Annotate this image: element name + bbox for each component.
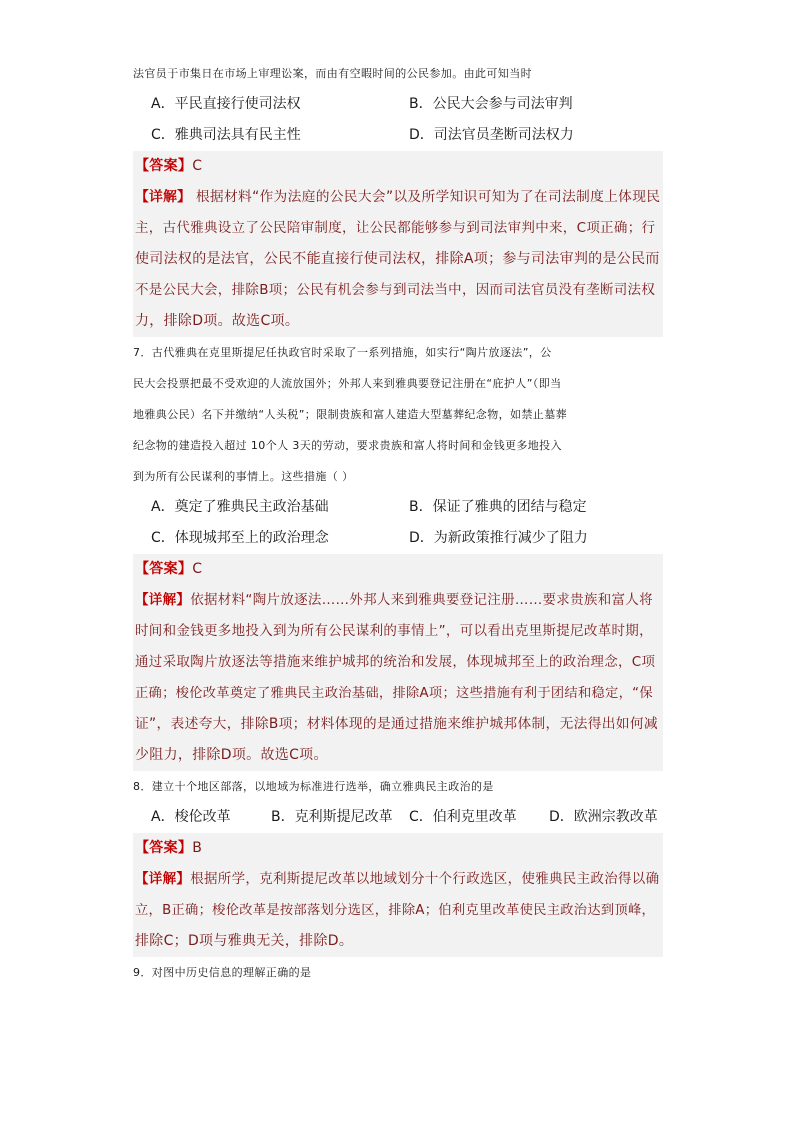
q7-detail-text-1: 依据材料“陶片放逐法……外邦人来到雅典要登记注册……要求贵族和富人将 — [190, 592, 653, 608]
q8-detail-line-1 — [135, 864, 661, 895]
q7-detail-tag: 【详解】 — [135, 592, 191, 608]
q6-answer-value: C — [192, 158, 203, 174]
q8-detail-text-1: 根据所学，克利斯提尼改革以地域划分十个行政选区，使雅典民主政治得以确 — [190, 871, 660, 887]
q8-answer-value: B — [192, 840, 203, 856]
q6-options-row-2 — [133, 120, 663, 151]
q7-stem-line-3: 地雅典公民）名下并缴纳“人头税”；限制贵族和富人建造大型墓葬纪念物，如禁止墓葬 — [133, 408, 567, 421]
q8-answer-tag: 【答案】 — [135, 840, 193, 856]
q8-option-c: C．伯利克里改革 — [409, 809, 517, 825]
q8-option-a: A．梭伦改革 — [151, 809, 231, 825]
q6-detail-text-1: 根据材料“作为法庭的公民大会”以及所学知识可知为了在司法制度上体现民 — [191, 189, 661, 205]
q8-options-row — [133, 802, 663, 833]
q6-detail-line-4: 不是公民大会，排除B项；公民有机会参与到司法当中，因而司法官员没有垄断司法权 — [135, 282, 656, 298]
q6-option-d: D．司法官员垄断司法权力 — [409, 127, 574, 143]
q7-detail-line-4: 正确；梭伦改革奠定了雅典民主政治基础，排除A项；这些措施有利于团结和稳定，“保 — [135, 686, 653, 701]
document-page — [133, 58, 663, 988]
q7-detail-line-3: 通过采取陶片放逐法等措施来维护城邦的统治和发展，体现城邦至上的政治理念，C项 — [135, 654, 656, 670]
q6-option-b: B．公民大会参与司法审判 — [409, 96, 573, 112]
q7-detail-line-6: 少阻力，排除D项。故选C项。 — [135, 747, 328, 763]
q6-detail-line-2: 主，古代雅典设立了公民陪审制度，让公民都能够参与到司法审判中来，C项正确；行 — [135, 220, 656, 236]
q6-detail-line-3: 使司法权的是法官，公民不能直接行使司法权，排除A项；参与司法审判的是公民而 — [135, 251, 660, 267]
q7-detail-line-1 — [135, 585, 661, 616]
q7-option-a: A．奠定了雅典民主政治基础 — [151, 499, 329, 515]
q7-answer-line — [135, 554, 661, 585]
q7-option-c: C．体现城邦至上的政治理念 — [151, 530, 329, 546]
q6-option-c: C．雅典司法具有民主性 — [151, 127, 301, 143]
q6-detail-line-5: 力，排除D项。故选C项。 — [135, 313, 300, 329]
q8-answer-block — [133, 833, 663, 957]
q6-detail-line-1 — [135, 182, 661, 213]
q7-stem-line-2: 民大会投票把最不受欢迎的人流放国外；外邦人来到雅典要登记注册在“庇护人”（即当 — [133, 377, 562, 390]
q7-options-row-1 — [133, 492, 663, 523]
q6-answer-tag: 【答案】 — [135, 158, 193, 174]
q7-stem-line-4: 纪念物的建造投入超过 10个人 3天的劳动，要求贵族和富人将时间和金钱更多地投入 — [133, 439, 562, 452]
q8-stem: 8．建立十个地区部落，以地域为标准进行选举，确立雅典民主政治的是 — [133, 780, 494, 793]
q7-option-b: B．保证了雅典的团结与稳定 — [409, 499, 587, 515]
q8-option-b: B．克利斯提尼改革 — [271, 809, 393, 825]
q7-answer-tag: 【答案】 — [135, 561, 193, 577]
q6-stem-tail: 法官员于市集日在市场上审理讼案，而由有空暇时间的公民参加。由此可知当时 — [133, 67, 532, 80]
q7-detail-line-2: 时间和金钱更多地投入到为所有公民谋利的事情上”，可以看出克里斯提尼改革时期， — [135, 623, 653, 639]
q8-detail-tag: 【详解】 — [135, 871, 191, 887]
q7-answer-block — [133, 554, 663, 771]
q6-options-row-1 — [133, 89, 663, 120]
q7-stem-line-5: 到为所有公民谋利的事情上。这些措施（ ） — [133, 470, 354, 483]
q7-detail-line-5: 证”，表述夸大，排除B项；材料体现的是通过措施来维护城邦体制，无法得出如何减 — [135, 716, 658, 732]
q7-answer-value: C — [192, 561, 203, 577]
q8-detail-line-2: 立，B正确；梭伦改革是按部落划分选区，排除A；伯利克里改革使民主政治达到顶峰， — [135, 903, 656, 918]
q9-stem: 9．对图中历史信息的理解正确的是 — [133, 966, 312, 979]
q7-option-d: D．为新政策推行减少了阻力 — [409, 530, 588, 546]
q6-answer-block — [133, 151, 663, 337]
q7-stem-line-1: 7．古代雅典在克里斯提尼任执政官时采取了一系列措施，如实行“陶片放逐法”，公 — [133, 346, 552, 359]
q7-options-row-2 — [133, 523, 663, 554]
q6-option-a: A．平民直接行使司法权 — [151, 96, 301, 112]
q6-answer-line — [135, 151, 661, 182]
q8-detail-line-3: 排除C；D项与雅典无关，排除D。 — [135, 933, 354, 949]
q6-detail-tag: 【详解】 — [135, 189, 192, 205]
q8-answer-line — [135, 833, 661, 864]
q8-option-d: D．欧洲宗教改革 — [549, 809, 658, 825]
